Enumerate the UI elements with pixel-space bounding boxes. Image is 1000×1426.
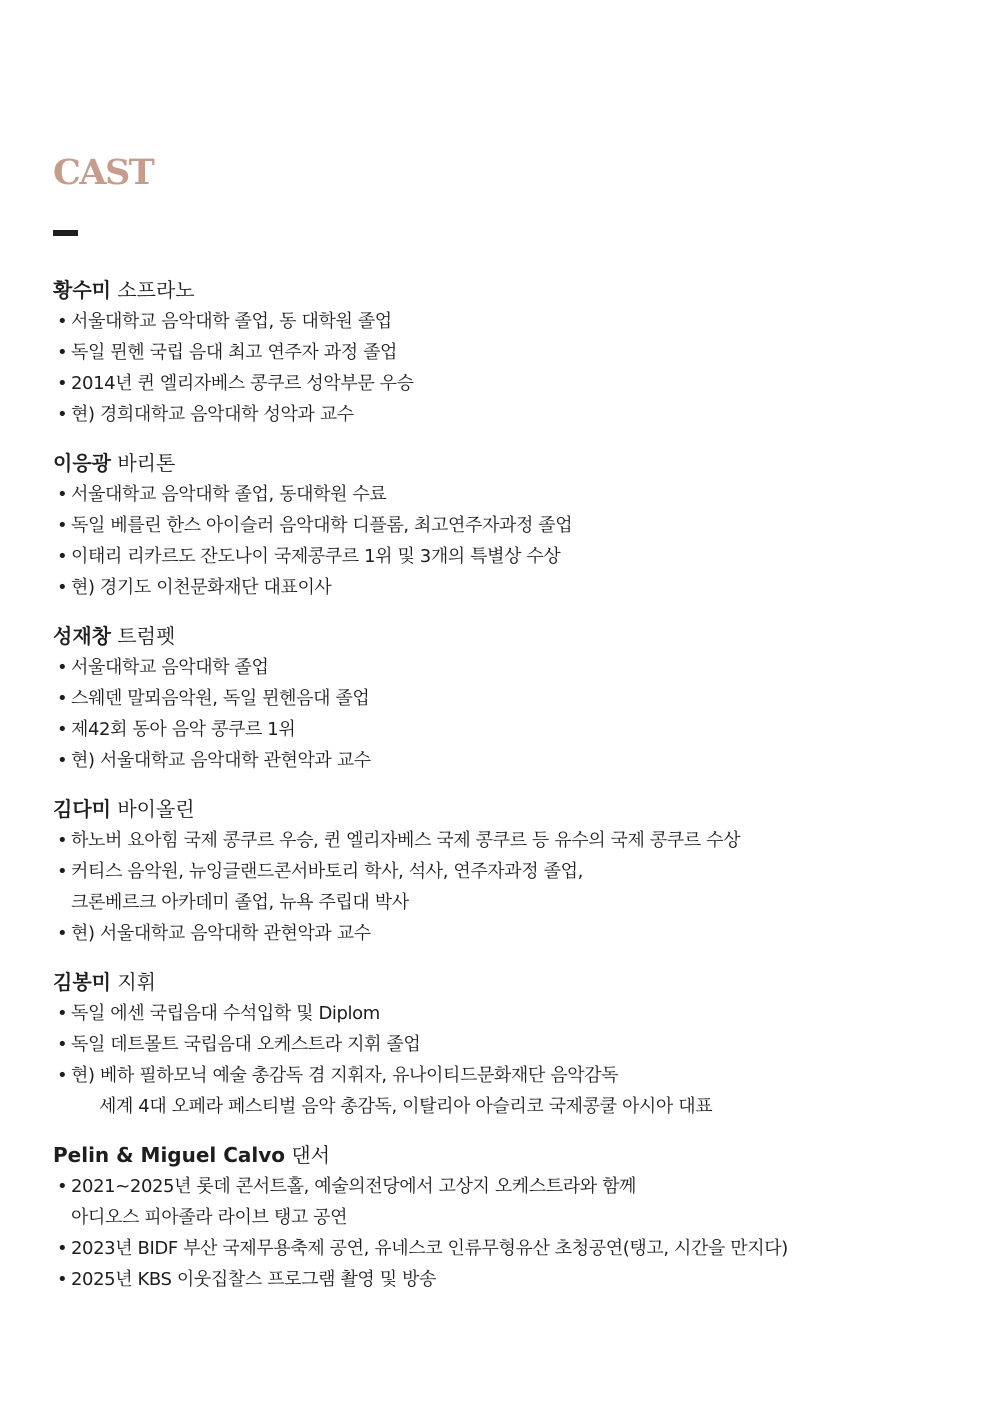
career-item [53,1171,953,1202]
cast-list [53,274,953,1295]
bullet-icon: • [57,1034,68,1055]
career-text: 크론베르크 아카데미 졸업, 뉴욕 주립대 박사 [71,892,409,913]
career-item [53,541,953,572]
career-text: 현) 서울대학교 음악대학 관현악과 교수 [71,750,371,771]
career-text: 서울대학교 음악대학 졸업, 동 대학원 졸업 [71,311,392,332]
bullet-icon: • [57,719,68,740]
bullet-icon: • [57,484,68,505]
career-item [53,998,953,1029]
career-item [53,683,953,714]
bullet-icon: • [57,1269,68,1290]
cast-member [53,1139,953,1295]
career-item [53,306,953,337]
career-text: 현) 경기도 이천문화재단 대표이사 [71,577,332,598]
cast-member-name: 김다미 [53,797,111,821]
career-item [53,652,953,683]
career-text: 현) 베하 필하모닉 예술 총감독 겸 지휘자, 유나이티드문화재단 음악감독 [71,1065,619,1086]
career-text: 커티스 음악원, 뉴잉글랜드콘서바토리 학사, 석사, 연주자과정 졸업, [71,861,583,882]
bullet-icon: • [57,311,68,332]
career-text: 2025년 KBS 이웃집찰스 프로그램 촬영 및 방송 [71,1269,437,1290]
career-list [53,652,953,776]
bullet-icon: • [57,577,68,598]
career-item-continuation [53,1091,953,1122]
cast-member-heading [53,447,953,479]
career-item-continuation [53,1202,953,1233]
cast-member [53,274,953,430]
career-item [53,1060,953,1091]
career-text: 서울대학교 음악대학 졸업, 동대학원 수료 [71,484,387,505]
cast-member [53,793,953,949]
career-list [53,306,953,430]
career-item [53,368,953,399]
cast-member-name: 김봉미 [53,970,111,994]
career-item [53,825,953,856]
career-list [53,825,953,949]
bullet-icon: • [57,861,68,882]
cast-page [53,150,953,1312]
cast-member-role: 댄서 [291,1143,331,1167]
career-item-continuation [53,887,953,918]
cast-member-heading [53,274,953,306]
career-item [53,1233,953,1264]
career-item [53,1264,953,1295]
career-item [53,479,953,510]
career-text: 독일 에센 국립음대 수석입학 및 Diplom [71,1003,380,1024]
cast-member-heading [53,793,953,825]
bullet-icon: • [57,1238,68,1259]
career-item [53,714,953,745]
bullet-icon: • [57,1003,68,1024]
career-text: 독일 데트몰트 국립음대 오케스트라 지휘 졸업 [71,1034,421,1055]
cast-member [53,966,953,1122]
cast-member-role: 지휘 [117,970,156,994]
bullet-icon: • [57,1176,68,1197]
career-text: 현) 서울대학교 음악대학 관현악과 교수 [71,923,371,944]
cast-member-role: 트럼펫 [117,624,176,648]
career-text: 현) 경희대학교 음악대학 성악과 교수 [71,404,354,425]
career-item [53,745,953,776]
bullet-icon: • [57,1065,68,1086]
bullet-icon: • [57,830,68,851]
cast-member-role: 바리톤 [117,451,176,475]
bullet-icon: • [57,923,68,944]
cast-member [53,447,953,603]
cast-member-name: 이응광 [53,451,111,475]
cast-member-heading [53,966,953,998]
cast-member-name: 황수미 [53,278,111,302]
title-divider [53,230,78,236]
career-text: 제42회 동아 음악 콩쿠르 1위 [71,719,296,740]
career-item [53,337,953,368]
career-item [53,572,953,603]
cast-member-heading [53,1139,953,1171]
career-text: 2021~2025년 롯데 콘서트홀, 예술의전당에서 고상지 오케스트라와 함께 [71,1176,637,1197]
career-item [53,399,953,430]
career-text: 하노버 요아힘 국제 콩쿠르 우승, 퀸 엘리자베스 국제 콩쿠르 등 유수의 국제 콩쿠르 수상 [71,830,741,851]
bullet-icon: • [57,342,68,363]
career-item [53,1029,953,1060]
cast-member-role: 소프라노 [117,278,195,302]
career-text: 이태리 리카르도 잔도나이 국제콩쿠르 1위 및 3개의 특별상 수상 [71,546,561,567]
cast-member [53,620,953,776]
career-list [53,1171,953,1295]
bullet-icon: • [57,546,68,567]
cast-member-heading [53,620,953,652]
page-title: CAST [53,152,154,193]
career-list [53,998,953,1122]
cast-member-name: 성재창 [53,624,111,648]
career-text: 2023년 BIDF 부산 국제무용축제 공연, 유네스코 인류무형유산 초청공연(탱고, 시간을 만지다) [71,1238,788,1259]
career-text: 서울대학교 음악대학 졸업 [71,657,269,678]
career-text: 2014년 퀸 엘리자베스 콩쿠르 성악부문 우승 [71,373,414,394]
career-list [53,479,953,603]
career-text: 세계 4대 오페라 페스티벌 음악 총감독, 이탈리아 아슬리코 국제콩쿨 아시아 대표 [99,1096,713,1117]
career-item [53,856,953,887]
career-item [53,510,953,541]
bullet-icon: • [57,657,68,678]
cast-member-name: Pelin & Miguel Calvo [53,1143,286,1167]
career-text: 아디오스 피아졸라 라이브 탱고 공연 [71,1207,348,1228]
career-text: 독일 베를린 한스 아이슬러 음악대학 디플롬, 최고연주자과정 졸업 [71,515,573,536]
bullet-icon: • [57,373,68,394]
career-text: 스웨덴 말뫼음악원, 독일 뮌헨음대 졸업 [71,688,370,709]
bullet-icon: • [57,404,68,425]
bullet-icon: • [57,515,68,536]
career-text: 독일 뮌헨 국립 음대 최고 연주자 과정 졸업 [71,342,398,363]
career-item [53,918,953,949]
bullet-icon: • [57,688,68,709]
bullet-icon: • [57,750,68,771]
cast-member-role: 바이올린 [117,797,195,821]
